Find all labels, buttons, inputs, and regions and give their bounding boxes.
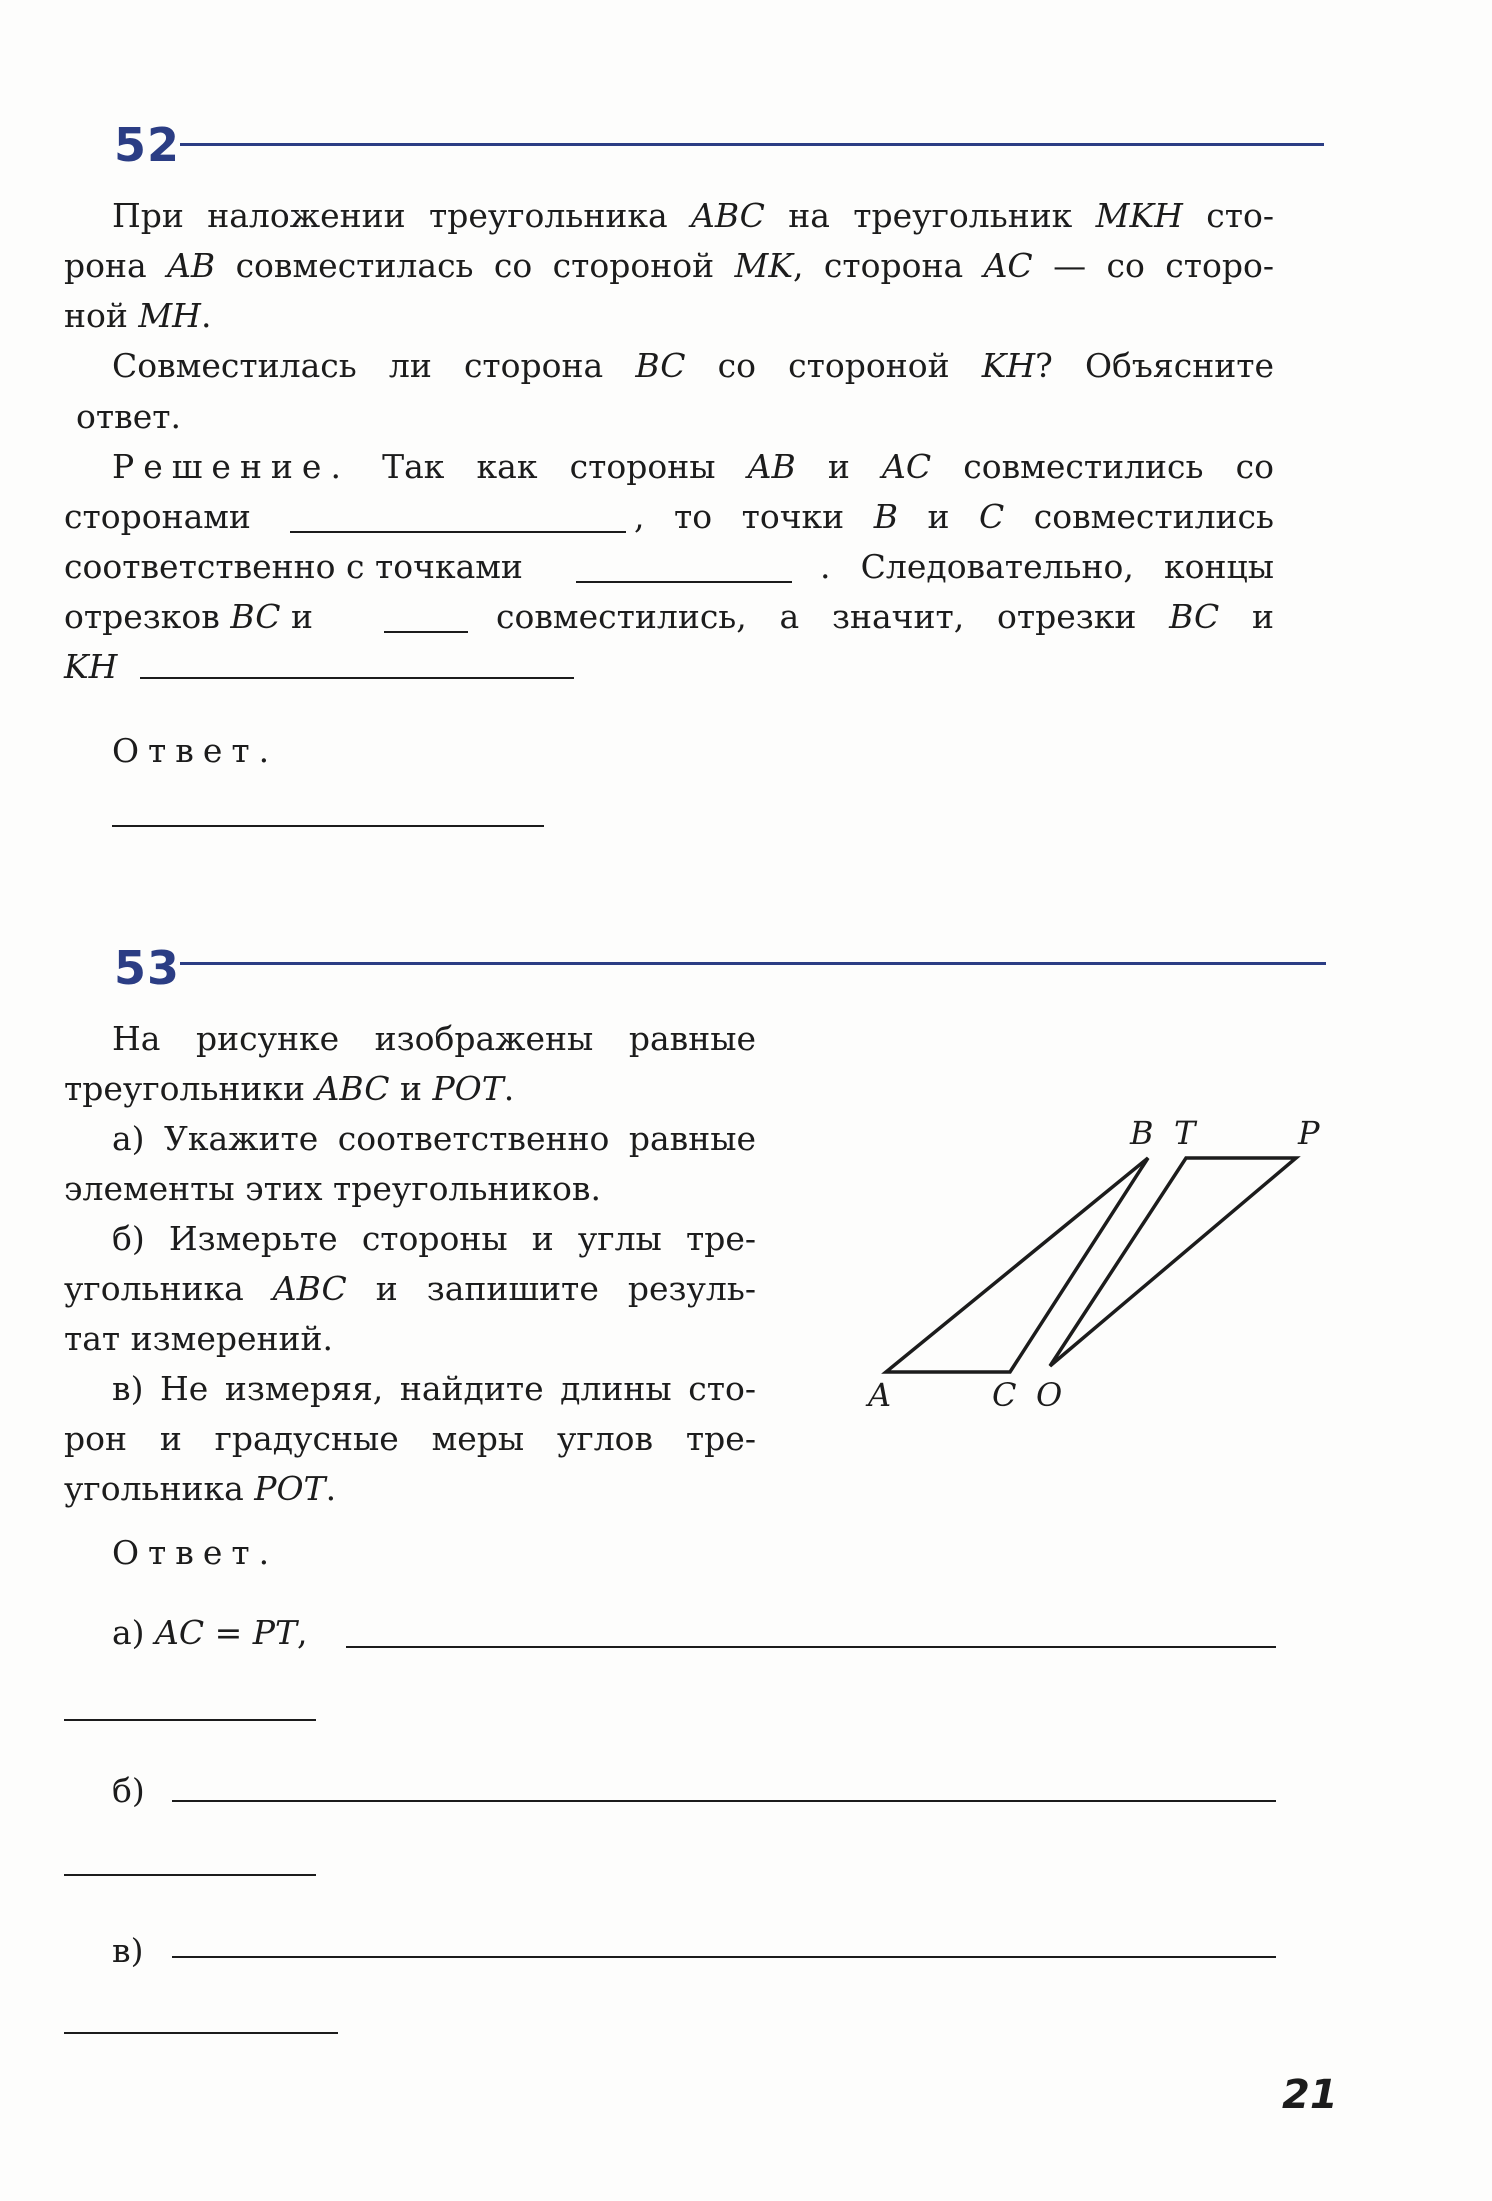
blank-answer-a-line-1[interactable] <box>346 1646 1276 1648</box>
problem-53-task-c-line-3: угольника POT. <box>64 1469 337 1508</box>
problem-52-solution-line-5: KH <box>64 647 118 686</box>
answer-b-label: б) <box>112 1771 145 1810</box>
point-label-a: A <box>868 1376 892 1414</box>
problem-52-solution-line-4a: отрезков BC и <box>64 597 313 636</box>
blank-answer-b-line-1[interactable] <box>172 1800 1276 1802</box>
problem-53-task-c-line-1: в) Не измеряя, найдите длины сто- <box>112 1369 756 1408</box>
problem-52-solution-line-1: Решение. Так как стороны AB и AC совместились со <box>112 447 1274 486</box>
triangle-pot <box>1050 1158 1296 1366</box>
blank-points[interactable] <box>576 581 792 583</box>
point-label-o: O <box>1036 1376 1063 1414</box>
problem-52-statement-line-2: рона AB совместилась со стороной MK, сторона AC — со сторо- <box>64 246 1274 285</box>
problem-52-solution-line-3b: . Следовательно, концы <box>820 547 1274 586</box>
problem-52-rule <box>180 143 1324 146</box>
blank-answer-c-line-2[interactable] <box>64 2032 338 2034</box>
problem-53-answer-label: Ответ. <box>112 1533 279 1572</box>
problem-52-question-line-1: Совместилась ли сторона BC со стороной KH? Объясните <box>112 346 1274 385</box>
problem-53-text-line-1: На рисунке изображены равные <box>112 1019 756 1058</box>
blank-answer-a-line-2[interactable] <box>64 1719 316 1721</box>
page-number: 21 <box>1282 2072 1338 2118</box>
blank-answer-52[interactable] <box>112 825 544 827</box>
problem-53-number: 53 <box>114 941 181 995</box>
problem-52-statement-line-3: ной MH. <box>64 296 212 335</box>
blank-answer-c-line-1[interactable] <box>172 1956 1276 1958</box>
problem-53-rule <box>180 962 1326 965</box>
blank-sides[interactable] <box>290 531 626 533</box>
point-label-p: P <box>1298 1114 1320 1152</box>
problem-52-question-line-2: ответ. <box>76 397 181 436</box>
point-label-t: T <box>1174 1114 1196 1152</box>
blank-segment-end[interactable] <box>384 631 468 633</box>
triangle-abc <box>886 1158 1148 1372</box>
blank-answer-b-line-2[interactable] <box>64 1874 316 1876</box>
point-label-b: B <box>1130 1114 1154 1152</box>
problem-53-task-b-line-1: б) Измерьте стороны и углы тре- <box>112 1219 756 1258</box>
problem-52-solution-line-3a: соответственно с точками <box>64 547 523 586</box>
problem-53-task-a-line-1: а) Укажите соответственно равные <box>112 1119 756 1158</box>
problem-52-solution-line-2b: , то точки B и C совместились <box>634 497 1274 536</box>
triangles-figure <box>840 1100 1320 1430</box>
problem-53-task-a-line-2: элементы этих треугольников. <box>64 1169 601 1208</box>
problem-52-statement-line-1: При наложении треугольника ABC на треугольник MKH сто- <box>112 196 1274 235</box>
problem-53-task-b-line-2: угольника ABC и запишите резуль- <box>64 1269 756 1308</box>
problem-52-solution-line-4b: совместились, а значит, отрезки BC и <box>496 597 1275 636</box>
problem-52-number: 52 <box>114 118 181 172</box>
blank-conclusion[interactable] <box>140 677 574 679</box>
answer-a-label: а) AC = PT, <box>112 1613 308 1652</box>
problem-52-answer-label: Ответ. <box>112 731 279 770</box>
problem-52-solution-line-2a: сторонами <box>64 497 251 536</box>
problem-53-task-b-line-3: тат измерений. <box>64 1319 333 1358</box>
answer-c-label: в) <box>112 1931 144 1970</box>
problem-53-text-line-2: треугольники ABC и POT. <box>64 1069 515 1108</box>
problem-53-task-c-line-2: рон и градусные меры углов тре- <box>64 1419 756 1458</box>
point-label-c: C <box>992 1376 1017 1414</box>
